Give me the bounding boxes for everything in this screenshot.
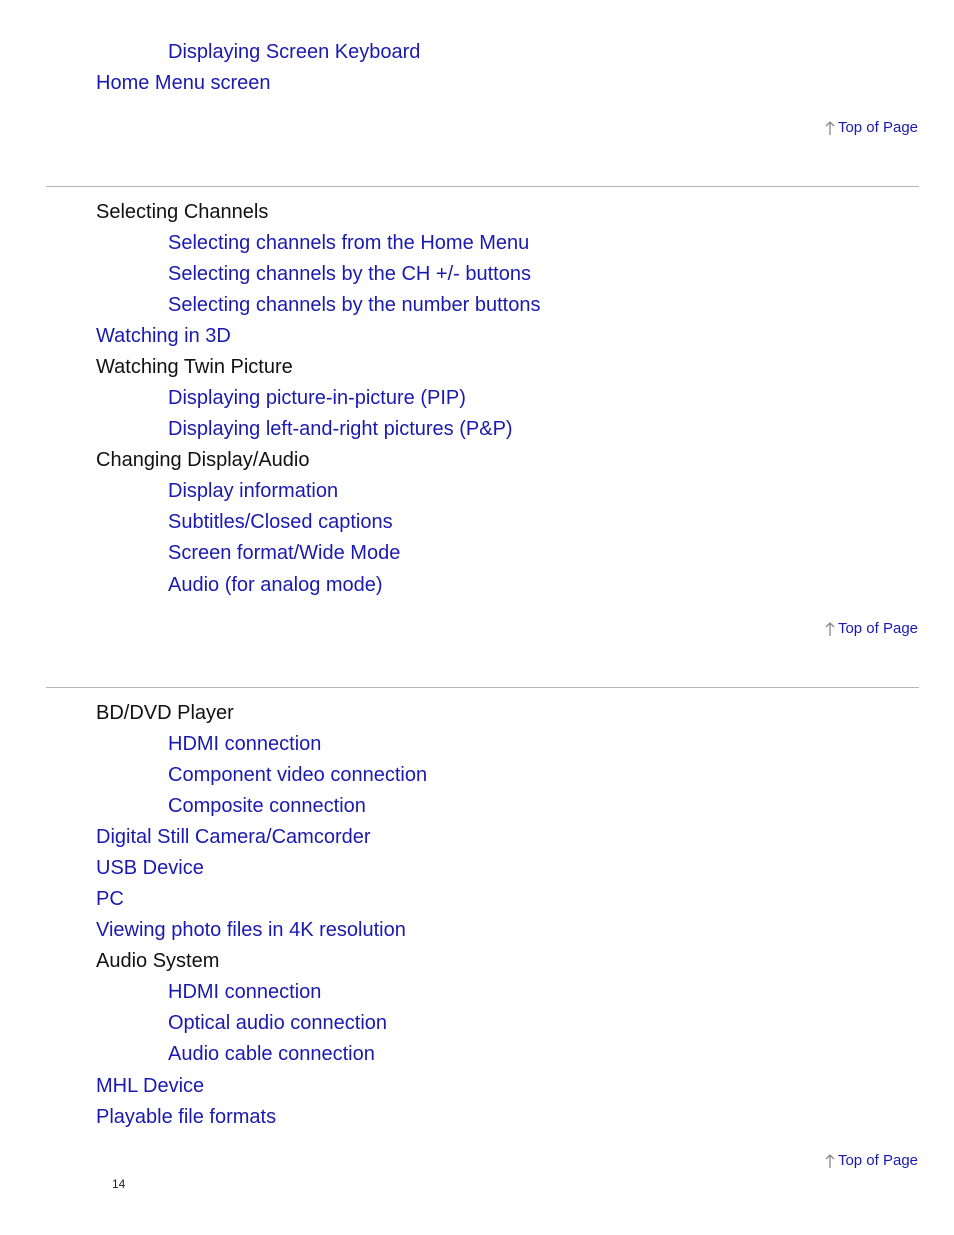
toc-link-watching-3d[interactable]: Watching in 3D <box>96 325 231 347</box>
toc-heading-bd-dvd-player: BD/DVD Player <box>96 702 234 724</box>
toc-link-screen-format[interactable]: Screen format/Wide Mode <box>168 542 401 564</box>
top-of-page-link[interactable] <box>825 1152 918 1170</box>
toc-link-mhl-device[interactable]: MHL Device <box>96 1075 205 1097</box>
toc-heading-display-audio: Changing Display/Audio <box>96 449 310 471</box>
toc-link-audio-analog[interactable]: Audio (for analog mode) <box>168 574 383 596</box>
toc-link-pap[interactable]: Displaying left-and-right pictures (P&P) <box>168 418 513 440</box>
arrow-up-icon <box>825 1154 835 1168</box>
top-of-page-link[interactable] <box>825 620 918 638</box>
section-divider <box>46 687 919 688</box>
toc-link-4k-photos[interactable]: Viewing photo files in 4K resolution <box>96 919 406 941</box>
toc-link-subtitles[interactable]: Subtitles/Closed captions <box>168 511 393 533</box>
toc-link-pip[interactable]: Displaying picture-in-picture (PIP) <box>168 387 466 409</box>
toc-link-optical-audio[interactable]: Optical audio connection <box>168 1012 388 1034</box>
toc-link-home-menu-screen[interactable]: Home Menu screen <box>96 72 271 94</box>
toc-link-pc[interactable]: PC <box>96 888 124 910</box>
section-divider <box>46 186 919 187</box>
top-of-page-link[interactable] <box>825 119 918 137</box>
toc-link-display-information[interactable]: Display information <box>168 480 339 502</box>
toc-heading-twin-picture: Watching Twin Picture <box>96 356 293 378</box>
arrow-up-icon <box>825 622 835 636</box>
toc-heading-audio-system: Audio System <box>96 950 220 972</box>
toc-heading-selecting-channels: Selecting Channels <box>96 201 269 223</box>
page-number: 14 <box>112 1177 126 1191</box>
toc-link-playable-formats[interactable]: Playable file formats <box>96 1106 277 1128</box>
toc-link-composite[interactable]: Composite connection <box>168 795 366 817</box>
toc-link-channels-home-menu[interactable]: Selecting channels from the Home Menu <box>168 232 530 254</box>
toc-link-displaying-screen-keyboard[interactable]: Displaying Screen Keyboard <box>168 41 421 63</box>
toc-link-component-video[interactable]: Component video connection <box>168 764 428 786</box>
toc-link-audio-hdmi[interactable]: HDMI connection <box>168 981 322 1003</box>
toc-link-hdmi-connection[interactable]: HDMI connection <box>168 733 322 755</box>
toc-link-channels-ch-buttons[interactable]: Selecting channels by the CH +/- buttons <box>168 263 531 285</box>
top-of-page-label: Top of Page <box>837 620 918 637</box>
top-of-page-label: Top of Page <box>837 1152 918 1169</box>
toc-link-usb-device[interactable]: USB Device <box>96 857 204 879</box>
toc-link-audio-cable[interactable]: Audio cable connection <box>168 1043 375 1065</box>
arrow-up-icon <box>825 121 835 135</box>
toc-link-digital-camera[interactable]: Digital Still Camera/Camcorder <box>96 826 371 848</box>
top-of-page-label: Top of Page <box>837 119 918 136</box>
toc-link-channels-number-buttons[interactable]: Selecting channels by the number buttons <box>168 294 541 316</box>
